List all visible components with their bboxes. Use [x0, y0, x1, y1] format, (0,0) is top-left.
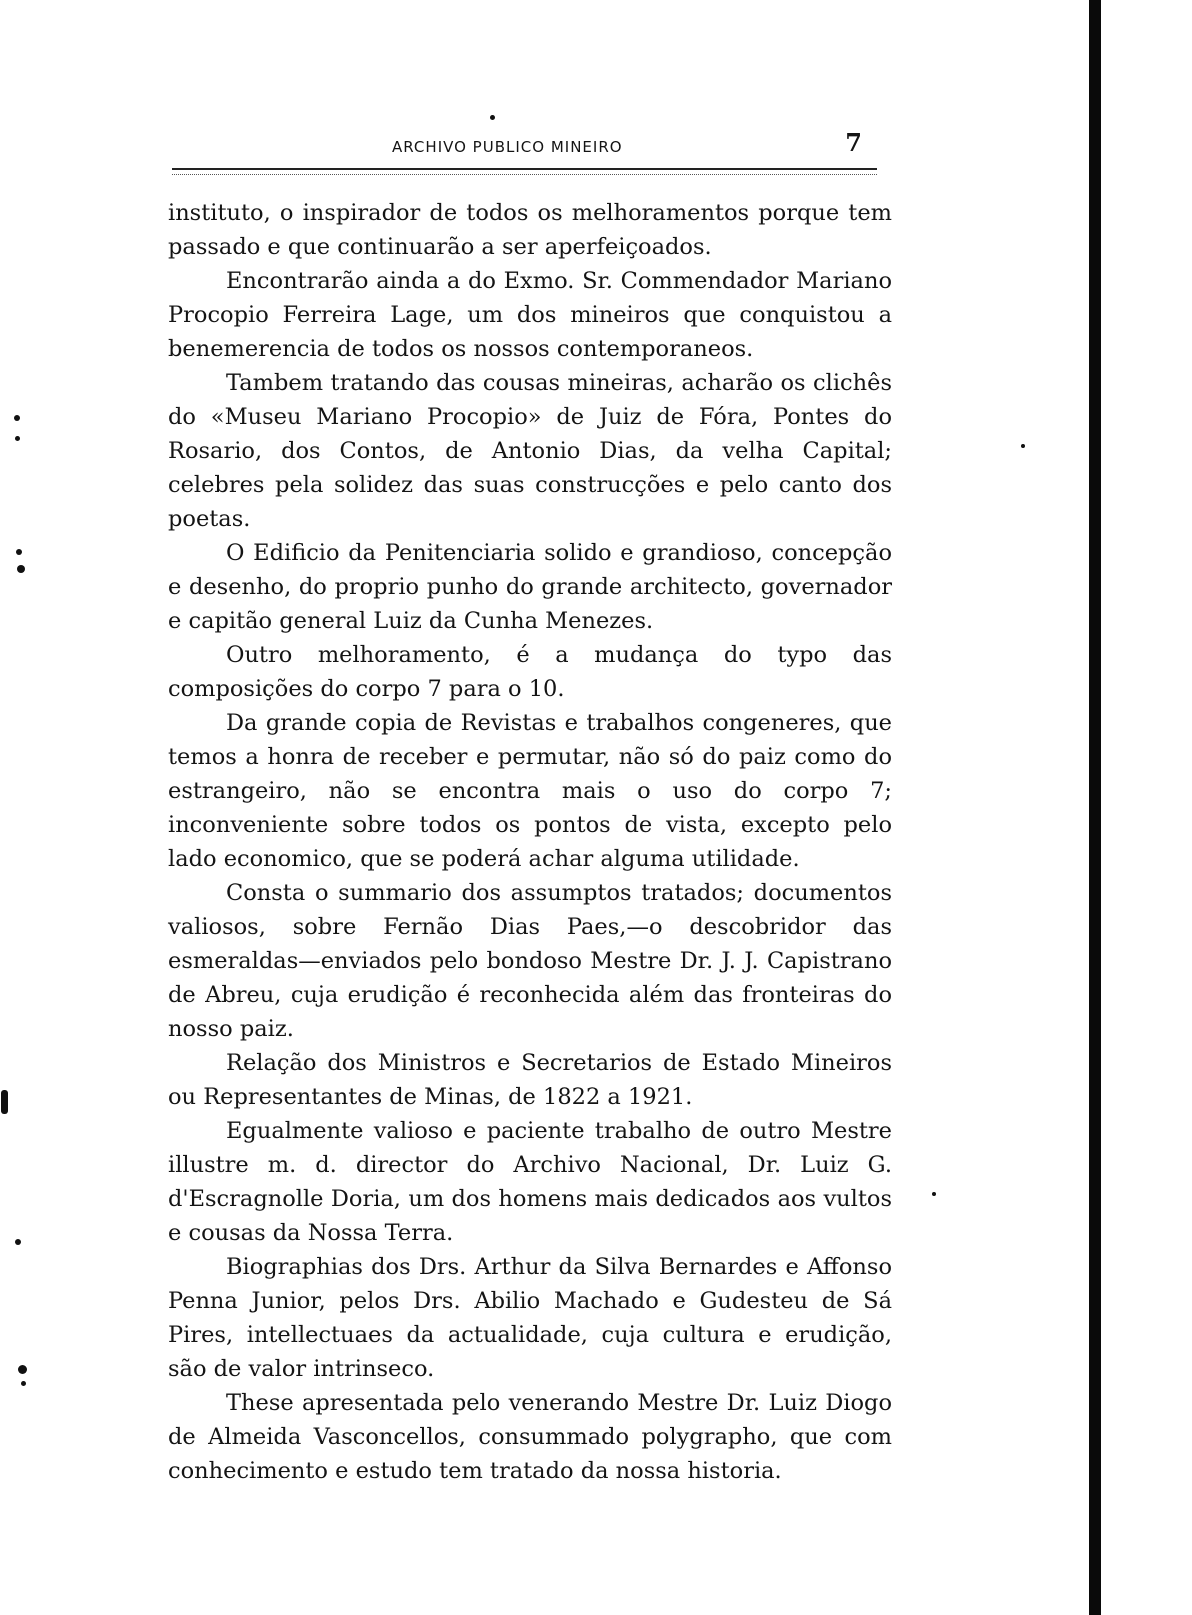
scan-speck — [932, 1192, 936, 1196]
scan-speck — [1, 1090, 8, 1114]
scan-speck — [17, 565, 25, 573]
paragraph: Consta o summario dos assumptos tratados; documentos valiosos, sobre Fernão Dias Paes,—o descobridor das esmeraldas—enviados pelo bondoso Mestre Dr. J. J. Capistrano de Abreu, cuja erudição é reconhecida além das fronteiras do nosso paiz. — [168, 880, 892, 1042]
page-header — [170, 128, 880, 164]
paragraph: O Edificio da Penitenciaria solido e grandioso, concepção e desenho, do proprio punho do grande architecto, governador e capitão general Luiz da Cunha Menezes. — [168, 540, 892, 634]
scan-speck — [14, 415, 20, 421]
header-rule — [172, 168, 877, 175]
scan-speck — [1021, 444, 1025, 448]
scan-speck — [15, 436, 20, 441]
scan-speck — [18, 1365, 27, 1374]
paragraph: Egualmente valioso e paciente trabalho de outro Mestre illustre m. d. director do Archivo Nacional, Dr. Luiz G. d'Escragnolle Doria, um dos homens mais dedicados aos vultos e cousas da Nossa Terra. — [168, 1118, 892, 1246]
page-number: 7 — [845, 128, 862, 157]
paragraph: These apresentada pelo venerando Mestre Dr. Luiz Diogo de Almeida Vasconcellos, consummado polygrapho, que com conhecimento e estudo tem tratado da nossa historia. — [168, 1390, 892, 1484]
scan-margin — [1092, 0, 1192, 1615]
paragraph: instituto, o inspirador de todos os melhoramentos porque tem passado e que continuarão a ser aperfeiçoados. — [168, 200, 892, 260]
book-spine-shadow — [1089, 0, 1101, 1615]
scan-speck — [16, 549, 22, 555]
paragraph: Outro melhoramento, é a mudança do typo das composições do corpo 7 para o 10. — [168, 642, 892, 702]
paragraph: Tambem tratando das cousas mineiras, acharão os clichês do «Museu Mariano Procopio» de Juiz de Fóra, Pontes do Rosario, dos Contos, de Antonio Dias, da velha Capital; celebres pela solidez das suas construcções e pelo canto dos poetas. — [168, 370, 892, 532]
paragraph: Biographias dos Drs. Arthur da Silva Bernardes e Affonso Penna Junior, pelos Drs. Abilio Machado e Gudesteu de Sá Pires, intellectuaes da actualidade, cuja cultura e erudição, são de valor intrinseco. — [168, 1254, 892, 1382]
scan-speck — [490, 115, 495, 120]
paragraph: Da grande copia de Revistas e trabalhos congeneres, que temos a honra de receber e permutar, não só do paiz como do estrangeiro, não se encontra mais o uso do corpo 7; inconveniente sobre todos os pontos de vista, excepto pelo lado economico, que se poderá achar alguma utilidade. — [168, 710, 892, 872]
body-text — [168, 196, 892, 1488]
running-title: ARCHIVO PUBLICO MINEIRO — [392, 138, 623, 156]
paragraph: Encontrarão ainda a do Exmo. Sr. Commendador Mariano Procopio Ferreira Lage, um dos mineiros que conquistou a benemerencia de todos os nossos contemporaneos. — [168, 268, 892, 362]
paragraph: Relação dos Ministros e Secretarios de Estado Mineiros ou Representantes de Minas, de 1822 a 1921. — [168, 1050, 892, 1110]
scan-speck — [21, 1381, 26, 1386]
scan-speck — [15, 1239, 21, 1245]
